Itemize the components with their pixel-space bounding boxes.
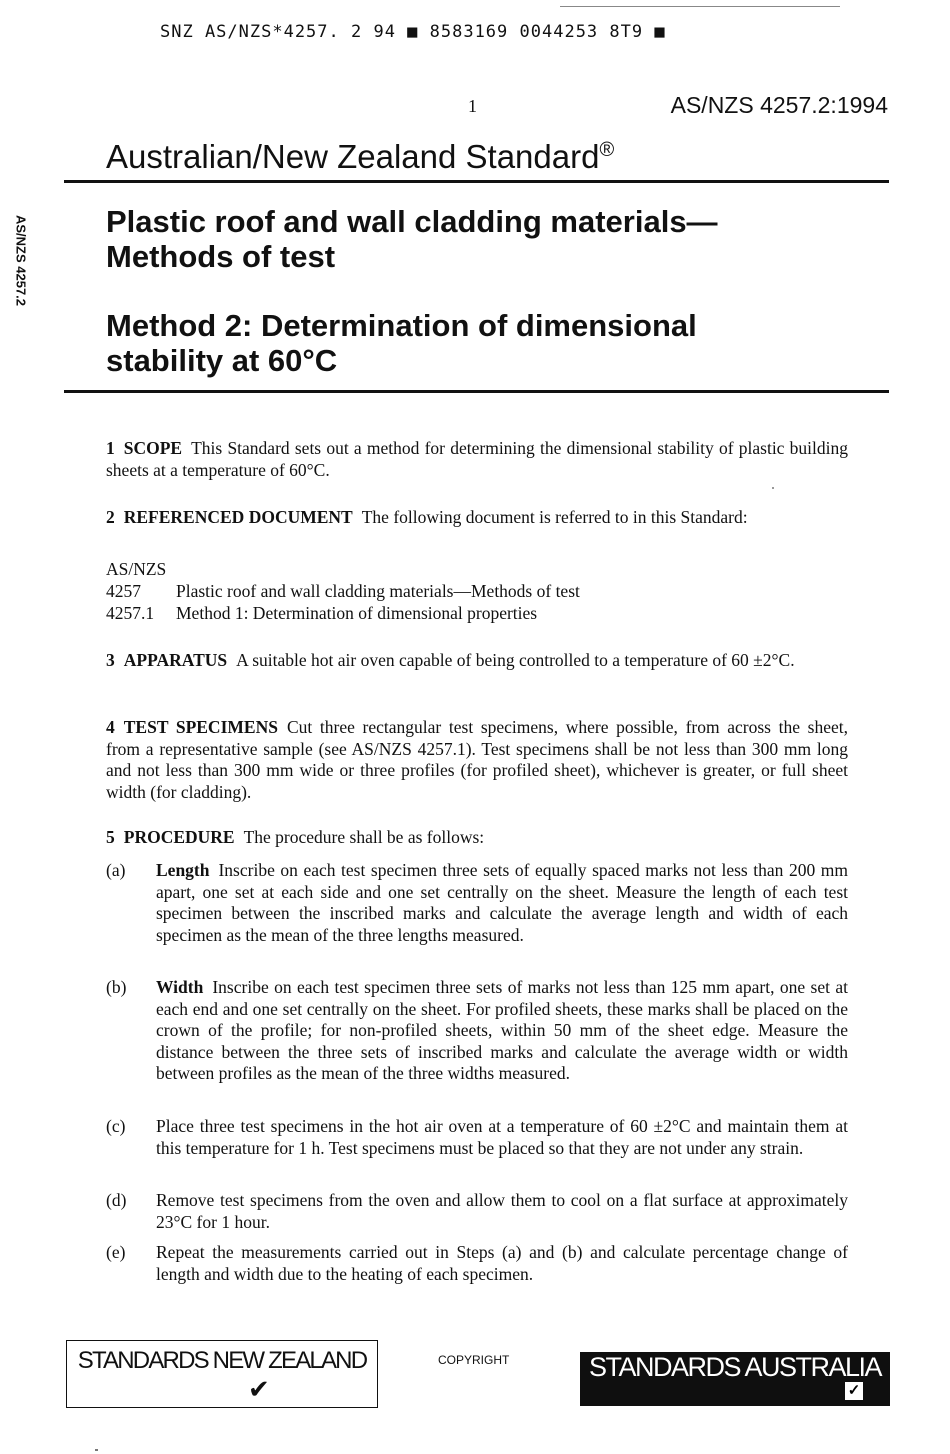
step-text: Place three test specimens in the hot air oven at a temperature of 60 ±2°C and maintain them at this temperature for 1 h. Test specimens must be placed so that they are not under any strain. xyxy=(156,1116,848,1158)
reference-number: 4257.1 xyxy=(106,603,155,623)
scan-header: SNZ AS/NZS*4257. 2 94 ■ 8583169 0044253 8T9 ■ xyxy=(160,22,666,42)
copyright-label: COPYRIGHT xyxy=(438,1353,510,1367)
reference-item xyxy=(106,602,848,624)
standards-new-zealand-logo xyxy=(66,1340,378,1408)
reference-item xyxy=(106,580,848,602)
section-test-specimens xyxy=(106,717,848,803)
snz-logo-text: STANDARDS NEW ZEALAND xyxy=(77,1347,367,1374)
standard-title-text: Australian/New Zealand Standard xyxy=(106,138,600,175)
step-label: (c) xyxy=(106,1116,126,1136)
section-scope xyxy=(106,438,848,481)
section-text: Cut three rectangular test specimens, where possible, from across the sheet, from a representative sample (see AS/NZS 4257.1). Test specimens shall be not less than 300 mm long and not less than 300 mm wide or three profiles (for profiled sheet), whichever is greater, or full sheet width (for cladding). xyxy=(106,717,848,802)
section-procedure xyxy=(106,827,848,849)
page-number: 1 xyxy=(468,96,477,116)
section-number: 2 xyxy=(106,507,115,527)
step-heading: Length xyxy=(156,860,210,880)
section-heading: PROCEDURE xyxy=(123,827,235,847)
scan-speck xyxy=(95,1449,98,1451)
procedure-step xyxy=(106,860,848,946)
section-heading: TEST SPECIMENS xyxy=(123,717,278,737)
section-heading: REFERENCED DOCUMENT xyxy=(123,507,353,527)
scan-speck xyxy=(772,487,774,489)
step-text: Remove test specimens from the oven and allow them to cool on a flat surface at approximately 23°C for 1 hour. xyxy=(156,1190,848,1232)
method-title-line: stability at 60°C xyxy=(106,343,338,378)
section-referenced-document xyxy=(106,507,848,529)
reference-header: AS/NZS xyxy=(106,559,167,579)
section-number: 1 xyxy=(106,438,115,458)
reference-title: Method 1: Determination of dimensional properties xyxy=(176,603,538,623)
section-text: A suitable hot air oven capable of being controlled to a temperature of 60 ±2°C. xyxy=(236,650,795,670)
bottom-rule xyxy=(64,390,889,393)
section-heading: APPARATUS xyxy=(123,650,228,670)
step-text: Repeat the measurements carried out in Steps (a) and (b) and calculate percentage change of length and width due to the heating of each specimen. xyxy=(156,1242,848,1284)
procedure-step xyxy=(106,1116,848,1159)
procedure-step xyxy=(106,977,848,1085)
registered-mark: ® xyxy=(599,139,615,161)
step-text: Inscribe on each test specimen three sets of marks not less than 125 mm apart, one set at each end and one set centrally on the sheet. For profiled sheets, these marks shall be placed on the crown of the profile; for non-profiled sheets, within 50 mm of the sheet edge. Measure the distance between the three sets of inscribed marks and calculate the average width or width between profiles as the mean of the three widths measured. xyxy=(156,977,848,1083)
section-apparatus xyxy=(106,650,848,672)
step-text: Inscribe on each test specimen three sets of equally spaced marks not less than 200 mm apart, one set at each side and one set centrally on the sheet. Measure the length of each test specimen between the inscribed marks and calculate the average length and width of each specimen as the mean of the three lengths measured. xyxy=(156,860,848,945)
top-rule xyxy=(64,180,889,183)
spine-label xyxy=(14,203,28,323)
step-label: (e) xyxy=(106,1242,126,1262)
standard-title xyxy=(106,138,614,176)
step-label: (a) xyxy=(106,860,126,880)
method-title-line: Method 2: Determination of dimensional xyxy=(106,308,697,343)
standards-australia-logo xyxy=(580,1352,890,1406)
reference-number: 4257 xyxy=(106,581,141,601)
checkmark-icon: ✔ xyxy=(248,1374,270,1404)
section-text: The procedure shall be as follows: xyxy=(243,827,485,847)
checkmark-icon: ✓ xyxy=(845,1382,863,1400)
main-title-line: Methods of test xyxy=(106,239,336,274)
step-heading: Width xyxy=(156,977,204,997)
main-title-line: Plastic roof and wall cladding materials— xyxy=(106,204,718,239)
section-text: The following document is referred to in this Standard: xyxy=(361,507,748,527)
procedure-step xyxy=(106,1242,848,1285)
step-label: (d) xyxy=(106,1190,127,1210)
reference-title: Plastic roof and wall cladding materials—Methods of test xyxy=(176,581,580,601)
procedure-step xyxy=(106,1190,848,1233)
section-number: 3 xyxy=(106,650,115,670)
method-title xyxy=(106,308,866,378)
reference-list xyxy=(106,558,848,624)
step-label: (b) xyxy=(106,977,127,997)
main-title xyxy=(106,204,866,274)
sa-logo-text: STANDARDS AUSTRALIA xyxy=(588,1352,882,1382)
document-code: AS/NZS 4257.2:1994 xyxy=(670,92,888,118)
section-number: 5 xyxy=(106,827,115,847)
section-number: 4 xyxy=(106,717,115,737)
section-text: This Standard sets out a method for determining the dimensional stability of plastic building sheets at a temperature of 60°C. xyxy=(106,438,848,480)
scan-top-line xyxy=(560,6,840,7)
section-heading: SCOPE xyxy=(123,438,183,458)
spine-text: AS/NZS 4257.2 xyxy=(13,214,29,307)
